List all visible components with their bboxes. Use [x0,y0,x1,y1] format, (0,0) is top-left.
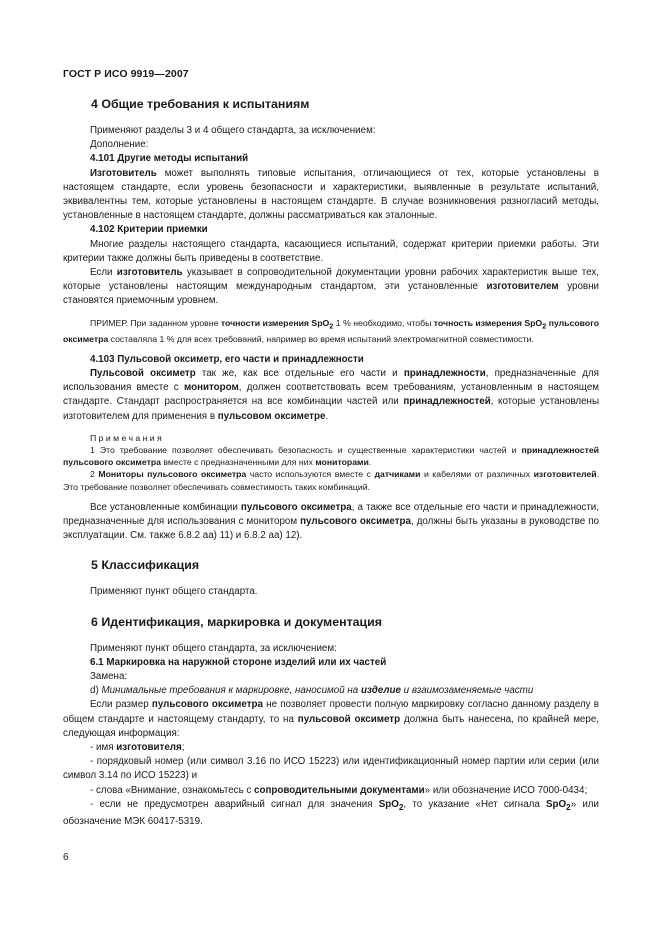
subscript: 2 [542,321,547,331]
paragraph [63,167,599,224]
term: принадлежности [403,367,486,379]
paragraph: Многие разделы настоящего стандарта, касающиеся испытаний, содержат критерии приемки работы. Эти критерии также должны быть приведены в соответствие. [63,238,599,264]
text: » или обозначение ИСО 7000-0434; [424,784,588,796]
text: и взаимозаменяемые части [400,685,534,697]
example-paragraph [63,317,599,345]
text: , предназначенные для использования вместе с [63,367,599,394]
list-item: - порядковый номер (или символ 3.16 по ИСО 15223) или идентификационный номер партии или серии (или символ 3.14 по ИСО 15223) и [63,756,599,782]
term: SpO [378,798,399,810]
paragraph: Применяют пункт общего стандарта. [90,586,258,598]
subsection-4-101-title: 4.101 Другие методы испытаний [90,153,249,165]
paragraph: Применяют разделы 3 и 4 общего стандарта, за исключением: [90,125,376,136]
item-d [63,684,599,698]
text: 1 % необходимо, чтобы [333,317,434,328]
paragraph: Дополнение: [90,139,149,151]
term: датчиками [374,469,421,480]
section-6-title: 6 Идентификация, маркировка и документация [91,614,383,629]
list-item [63,784,599,798]
paragraph [63,367,599,424]
term: точность измерения SpO [433,317,543,328]
term: пульсового оксиметра [240,501,352,513]
text: ; [181,742,185,754]
text: Минимальные требования к маркировке, наносимой на [101,685,361,697]
paragraph: Применяют пункт общего стандарта, за исключением: [90,642,337,654]
subscript: 2 [566,802,571,812]
term: пульсового оксиметра [151,699,263,711]
text: - если не предусмотрен аварийный сигнал для значения [90,798,379,810]
term: точности измерения SpO [220,317,330,328]
term: пульсового оксиметра [63,317,600,344]
text: 2 [90,469,99,480]
subsection-4-102-title: 4.102 Критерии приемки [90,224,208,236]
subsection-4-103-title: 4.103 Пульсовой оксиметр, его части и принадлежности [90,353,364,365]
text: , должен соответствовать всем требованиям, установленным в настоящем стандарте. Стандарт распространяется на все комбинации частей или [63,382,600,408]
term: монитором [183,382,239,394]
list-item [63,741,599,755]
term: Изготовитель [90,167,157,179]
term: пульсовой оксиметр [297,713,401,725]
term: пульсовом оксиметре [217,410,326,422]
text: должна быть нанесена, по крайней мере, следующая информация: [63,713,599,739]
term: SpO [546,798,567,810]
text: указывает в сопроводительной документации уровни рабочих характеристик выше тех, которые установлены настоящим международным стандартом, эти установленные [63,267,600,293]
section-5-title: 5 Классификация [91,558,200,573]
term: пульсового оксиметра [300,516,411,528]
term: изделие [360,685,401,697]
text: так же, как все отдельные его части и [195,367,404,379]
term: сопроводительными документами [254,784,425,796]
text: . Это требование позволяет обеспечивать совместимость таких комбинаций. [63,469,600,492]
note-2 [63,468,599,492]
text: не позволяет провести полную маркировку согласно данному разделу в общем стандарте и настоящему стандарту, то на [63,699,599,725]
text: , которые установлены изготовителем для применения в [63,396,599,422]
subscript: 2 [398,802,404,812]
text: уровни становятся приемочным уровнем. [63,281,599,307]
notes-title: Примечания [90,432,165,443]
page-content [63,96,599,829]
text: » или обозначение МЭК 60417-5319. [63,798,599,828]
term: Мониторы пульсового оксиметра [98,469,247,480]
paragraph [63,266,599,309]
page-header: ГОСТ Р ИСО 9919—2007 [63,68,189,80]
text: может выполнять типовые испытания, отличающиеся от тех, которые установлены в настоящем стандарте, если уровень безопасности и характеристики, выявленные в результате испытаний, эквивалентны тем, которые установлены в настоящем стандарте. В случае возникновения разногласий методы, установленные в настоящем стандарте, должны рассматриваться как эталонные. [63,167,599,222]
text: и кабелями от различных [420,469,534,480]
text: часто используются вместе с [246,469,375,480]
term: Пульсовой оксиметр [90,367,196,379]
page-number: 6 [63,852,69,863]
text: , должны быть указаны в руководстве по эксплуатации. См. также 6.8.2 аа) 11) и 6.8.2 аа) 12). [63,516,600,542]
text: Все установленные комбинации [90,501,241,513]
text: , а также все отдельные его части и принадлежности, предназначенные для использования с монитором [63,501,600,528]
text: . [325,410,329,422]
list-item [63,798,599,829]
text: - слова «Внимание, ознакомьтесь с [90,784,255,796]
text: вместе с предназначенными для них [160,457,316,468]
term: мониторами [315,457,369,468]
term: изготовителем [486,281,559,293]
text: ПРИМЕР. При заданном уровне [90,317,221,328]
term: принадлежностей [403,396,491,408]
text: Если размер [90,699,152,711]
note-1 [63,444,599,468]
text: d) [90,685,102,697]
paragraph [63,501,599,544]
text: Если [90,267,117,279]
term: принадлежностей пульсового оксиметра [63,445,599,468]
paragraph [63,698,599,741]
term: изготовитель [116,267,183,279]
section-4-title: 4 Общие требования к испытаниям [91,97,310,111]
term: изготовителя [116,742,182,754]
term: изготовителей [533,469,597,480]
text: . [368,457,372,468]
text: составляла 1 % для всех требований, например во время испытаний электромагнитной совместимости. [108,333,534,344]
text: , то указание «Нет сигнала [403,798,547,810]
subscript: 2 [329,321,334,331]
paragraph: Замена: [90,671,128,683]
text: 1 Это требование позволяет обеспечивать безопасность и существенные характеристики частей и [90,445,522,455]
text: - имя [90,742,117,754]
subsection-6-1-title: 6.1 Маркировка на наружной стороне изделий или их частей [90,656,387,668]
